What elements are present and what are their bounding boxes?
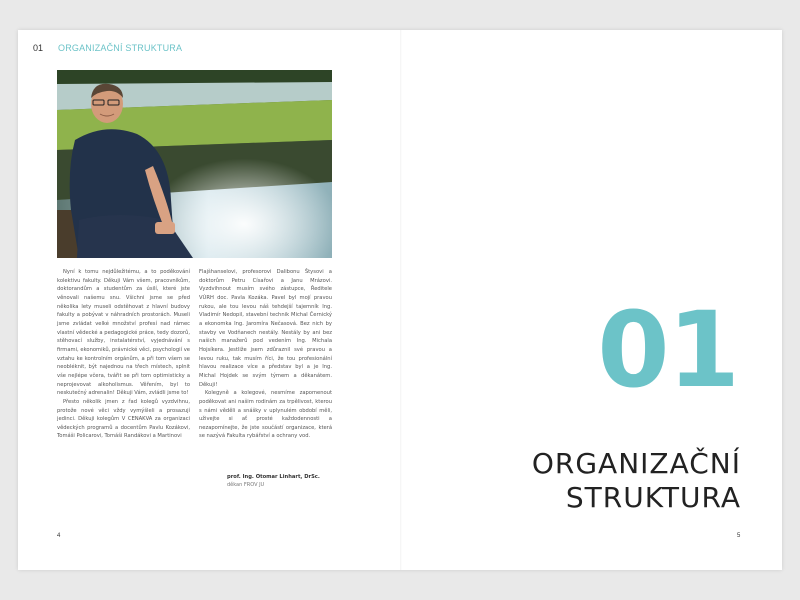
header-chapter-number: 01 <box>33 43 44 53</box>
header-chapter-title: ORGANIZAČNÍ STRUKTURA <box>58 43 183 53</box>
page-number-right: 5 <box>737 533 741 539</box>
paragraph: Kolegyně a kolegové, nesmíme zapomenout poděkovat ani našim rodinám za trpělivost, kterou s námi věděli a snášky v uplynulém období měli, uživejte si ať prosté každodennosti a nezapomínejte, že jste součástí organizace, která se nazývá Fakulta rybářství a ochrany vod. <box>199 390 332 440</box>
paragraph: Flajšhanselovi, profesorovi Dalibonu Štysovi a doktorům Petru Císařovi a Janu Mrázovi. Vyzdvihnout musím svého zástupce, Ředitele VÚRH doc. Pavla Kozáka. Pavel byl mojí pravou rukou, ale tou levou náš tehdejší tajemník Ing. Vladimír Nedopil, stavební technik Michal Černický a ekonomka Ing. Jaromíra Nečasová. Bez nich by stavby ve Vodňanech nestály. Nestály by ani bez našich manažerů pod vedením Ing. Michala Hojsíkera. Jestliže jsem zdůraznil své pravou a levou ruku, tak musím říci, že tou profesionální hlavou realizace více a představ byl a je Ing. Michal Hojdek se svým týmem a děkanátem. Děkuji! <box>199 269 332 388</box>
page-spine <box>400 30 402 570</box>
chapter-title-line: ORGANIZAČNÍ <box>531 447 741 480</box>
chapter-number: 01 <box>597 289 738 411</box>
page-number-left: 4 <box>57 533 61 539</box>
article-column-left <box>57 268 190 441</box>
signature-role: děkan FROV JU <box>227 482 265 488</box>
article-column-right <box>199 268 332 441</box>
magazine-spread <box>18 30 782 570</box>
signature-name: prof. Ing. Otomar Linhart, DrSc. <box>227 474 320 480</box>
portrait-photo <box>57 70 332 258</box>
chapter-title <box>532 447 741 515</box>
chapter-title-line: STRUKTURA <box>565 481 741 514</box>
paragraph: Přesto několik jmen z řad kolegů vyzdvihnu, protože nové věci vždy vymýšleli a prosazují jedinci. Děkuji kolegům V CENAKVA za organizaci vědeckých programů a docentům Pavlu Kozákovi, Tomáši Policarovi, Tomáši Randákovi a Martinovi <box>57 398 190 440</box>
paragraph: Nyní k tomu nejdůležitému, a to poděkování kolektivu fakulty. Děkuji Vám všem, pracovníkům, doktorandům a studentům za úsilí, které jste věnovali našemu snu. Všichni jsme se před několika lety museli odstěhovat z hlavní budovy fakulty a pobývat v náhradních prostorách. Museli jsme zvládat velké množství profesí nad rámec vlastní vědecké a pedagogické práce, tedy dozorů, stěhovací služby, instalatérství, vyjednávání s firmami, ekonomiků, právnické věci, psychologií ve vztahu ke kontrolním orgánům, a při tom všem se neobléknit, být najednou na třech místech, splnit vše nejlépe včera, tvářit se při tom optimisticky a neprojevovat alkoholismus. Věřením, byl to neskutečný adrenalin! Děkuji Vám, zvládli jsme to! <box>57 269 190 397</box>
